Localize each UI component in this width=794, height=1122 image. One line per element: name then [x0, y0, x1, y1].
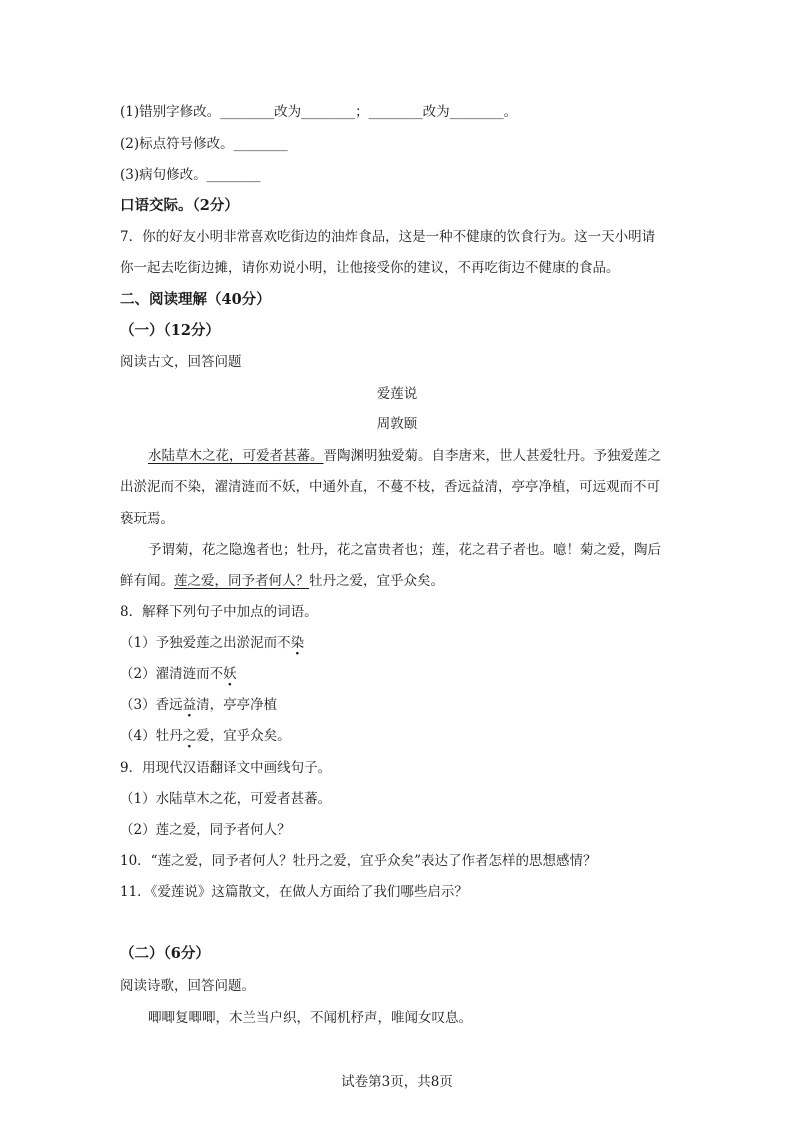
- question-fix-typo: (1)错别字修改。________改为________；________改为________。: [120, 104, 518, 120]
- dotted-word: 染: [290, 635, 305, 651]
- question-8-4: （4）牡丹之爱，宜乎众矣。: [120, 728, 291, 744]
- page-footer: 试卷第3页，共8页: [341, 1074, 453, 1090]
- part1-intro: 阅读古文，回答问题: [120, 354, 242, 370]
- part-heading-1: （一）（12分）: [120, 322, 220, 339]
- question-9: 9．用现代汉语翻译文中画线句子。: [120, 760, 332, 776]
- part2-intro: 阅读诗歌，回答问题。: [120, 978, 255, 994]
- poem-line-1: 唧唧复唧唧，木兰当户织，不闻机杼声，唯闻女叹息。: [148, 1010, 472, 1026]
- section-heading-oral: 口语交际。（2分）: [120, 197, 239, 214]
- dotted-word: 妖: [223, 666, 237, 682]
- underlined-sentence-2: 莲之爱，同予者何人？: [174, 573, 309, 589]
- question-fix-punctuation: (2)标点符号修改。________: [120, 136, 288, 152]
- question-8-2: （2）濯清涟而不妖: [120, 666, 237, 682]
- question-9-1: （1）水陆草木之花，可爱者甚蕃。: [120, 791, 332, 807]
- question-9-2: （2）莲之爱，同予者何人？: [120, 822, 291, 838]
- passage-p1-line3: 亵玩焉。: [120, 511, 174, 527]
- passage-title: 爱莲说: [376, 386, 418, 402]
- dotted-word: 益: [182, 697, 197, 713]
- question-8: 8．解释下列句子中加点的词语。: [120, 604, 318, 620]
- passage-p2-line1: 予谓菊，花之隐逸者也；牡丹，花之富贵者也；莲，花之君子者也。噫！菊之爱，陶后: [148, 542, 661, 558]
- underlined-sentence-1: 水陆草木之花，可爱者甚蕃。: [148, 448, 324, 464]
- passage-p1-line1: 水陆草木之花，可爱者甚蕃。晋陶渊明独爱菊。自李唐来，世人甚爱牡丹。予独爱莲之: [148, 448, 661, 464]
- question-11: 11．《爱莲说》这篇散文，在做人方面给了我们哪些启示？: [120, 884, 468, 900]
- dotted-word: 之: [182, 728, 197, 744]
- question-7-line1: 7．你的好友小明非常喜欢吃街边的油炸食品，这是一种不健康的饮食行为。这一天小明请: [120, 229, 656, 245]
- question-7-line2: 你一起去吃街边摊，请你劝说小明，让他接受你的建议，不再吃街边不健康的食品。: [120, 260, 620, 276]
- passage-author: 周敦颐: [376, 416, 418, 432]
- question-fix-sentence: (3)病句修改。________: [120, 167, 261, 183]
- passage-p1-line2: 出淤泥而不染，濯清涟而不妖，中通外直，不蔓不枝，香远益清，亭亭净植，可远观而不可: [120, 479, 660, 495]
- question-8-3: （3）香远益清，亭亭净植: [120, 697, 278, 713]
- passage-p2-line2: 鲜有闻。莲之爱，同予者何人？牡丹之爱，宜乎众矣。: [120, 573, 444, 589]
- question-10: 10．“莲之爱，同予者何人？牡丹之爱，宜乎众矣”表达了作者怎样的思想感情？: [120, 853, 597, 869]
- section-heading-reading: 二、阅读理解（40分）: [120, 291, 271, 308]
- part-heading-2: （二）（6分）: [120, 945, 210, 962]
- question-8-1: （1）予独爱莲之出淤泥而不染: [120, 635, 305, 651]
